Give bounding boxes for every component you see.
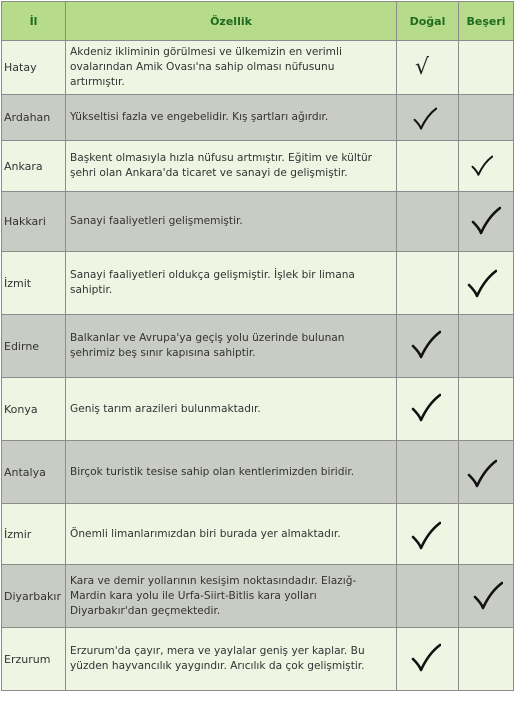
header-row bbox=[2, 2, 514, 41]
header-beseri: Beşeri bbox=[459, 2, 514, 41]
province-name: Konya bbox=[2, 378, 66, 441]
table-row bbox=[2, 141, 514, 192]
table-row bbox=[2, 504, 514, 565]
checkmark-icon bbox=[467, 459, 497, 489]
header-ozellik: Özellik bbox=[66, 2, 397, 41]
province-feature: Sanayi faaliyetleri gelişmemiştir. bbox=[66, 192, 397, 252]
beseri-cell bbox=[459, 628, 514, 691]
beseri-cell bbox=[459, 378, 514, 441]
province-feature: Sanayi faaliyetleri oldukça gelişmiştir. İşlek bir limana sahiptir. bbox=[66, 252, 397, 315]
province-feature: Akdeniz ikliminin görülmesi ve ülkemizin en verimli ovalarından Amik Ovası'na sahip olması nüfusunu artırmıştır. bbox=[66, 41, 397, 95]
beseri-cell bbox=[459, 192, 514, 252]
province-feature: Kara ve demir yollarının kesişim noktasındadır. Elazığ-Mardin kara yolu ile Urfa-Siirt-Bitlis kara yolları Diyarbakır'dan geçmektedir. bbox=[66, 565, 397, 628]
checkmark-icon bbox=[411, 521, 441, 551]
table-row bbox=[2, 315, 514, 378]
province-name: Hatay bbox=[2, 41, 66, 95]
beseri-cell bbox=[459, 441, 514, 504]
header-dogal: Doğal bbox=[397, 2, 459, 41]
checkmark-icon bbox=[471, 206, 501, 236]
dogal-cell bbox=[397, 628, 459, 691]
province-feature: Birçok turistik tesise sahip olan kentlerimizden biridir. bbox=[66, 441, 397, 504]
dogal-cell bbox=[397, 565, 459, 628]
province-feature: Yükseltisi fazla ve engebelidir. Kış şartları ağırdır. bbox=[66, 95, 397, 141]
beseri-cell bbox=[459, 565, 514, 628]
dogal-cell bbox=[397, 192, 459, 252]
province-name: İzmir bbox=[2, 504, 66, 565]
radical-check-icon: √ bbox=[415, 55, 430, 80]
beseri-cell bbox=[459, 41, 514, 95]
province-name: Hakkari bbox=[2, 192, 66, 252]
province-feature: Balkanlar ve Avrupa'ya geçiş yolu üzerinde bulunan şehrimiz beş sınır kapısına sahiptir. bbox=[66, 315, 397, 378]
province-name: Antalya bbox=[2, 441, 66, 504]
checkmark-icon bbox=[411, 393, 441, 423]
table-row bbox=[2, 192, 514, 252]
province-name: Ankara bbox=[2, 141, 66, 192]
dogal-cell bbox=[397, 95, 459, 141]
dogal-cell bbox=[397, 252, 459, 315]
province-name: Ardahan bbox=[2, 95, 66, 141]
province-feature: Geniş tarım arazileri bulunmaktadır. bbox=[66, 378, 397, 441]
beseri-cell bbox=[459, 252, 514, 315]
province-name: Erzurum bbox=[2, 628, 66, 691]
checkmark-icon bbox=[473, 581, 503, 611]
checkmark-icon bbox=[411, 643, 441, 673]
dogal-cell bbox=[397, 315, 459, 378]
table-row bbox=[2, 95, 514, 141]
province-characteristics-table bbox=[1, 1, 514, 691]
table-row bbox=[2, 378, 514, 441]
checkmark-icon bbox=[411, 330, 441, 360]
table-row bbox=[2, 441, 514, 504]
checkmark-icon bbox=[471, 155, 493, 177]
table-row bbox=[2, 252, 514, 315]
beseri-cell bbox=[459, 141, 514, 192]
beseri-cell bbox=[459, 315, 514, 378]
dogal-cell bbox=[397, 378, 459, 441]
header-il: İl bbox=[2, 2, 66, 41]
province-name: İzmit bbox=[2, 252, 66, 315]
province-name: Diyarbakır bbox=[2, 565, 66, 628]
province-feature: Önemli limanlarımızdan biri burada yer almaktadır. bbox=[66, 504, 397, 565]
dogal-cell bbox=[397, 141, 459, 192]
dogal-cell bbox=[397, 41, 459, 95]
table-row bbox=[2, 41, 514, 95]
beseri-cell bbox=[459, 95, 514, 141]
province-feature: Erzurum'da çayır, mera ve yaylalar geniş yer kaplar. Bu yüzden hayvancılık yaygındır. Arıcılık da çok gelişmiştir. bbox=[66, 628, 397, 691]
province-feature: Başkent olmasıyla hızla nüfusu artmıştır. Eğitim ve kültür şehri olan Ankara'da ticaret ve sanayi de gelişmiştir. bbox=[66, 141, 397, 192]
dogal-cell bbox=[397, 441, 459, 504]
table-row bbox=[2, 565, 514, 628]
beseri-cell bbox=[459, 504, 514, 565]
checkmark-icon bbox=[467, 269, 497, 299]
table-row bbox=[2, 628, 514, 691]
checkmark-icon bbox=[413, 107, 437, 131]
province-name: Edirne bbox=[2, 315, 66, 378]
dogal-cell bbox=[397, 504, 459, 565]
